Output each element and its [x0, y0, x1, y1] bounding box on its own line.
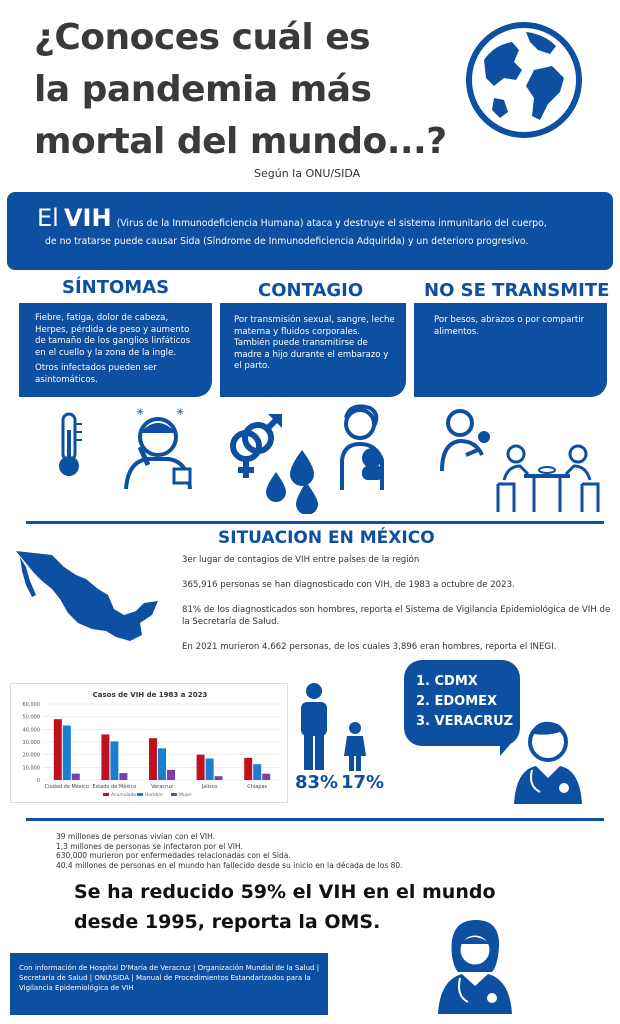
chart-bar-acumulado	[244, 758, 252, 780]
chart-title: Casos de VIH de 1983 a 2023	[92, 691, 208, 699]
chart-y-tick: 50,000	[22, 714, 40, 721]
ranking-bubble	[404, 660, 520, 746]
shared-meal-icon	[494, 440, 604, 514]
contagio-box	[220, 303, 406, 397]
ranking-item-3: 3. VERACRUZ	[416, 714, 514, 729]
chart-bar-mujer	[167, 770, 175, 780]
headline-line-2: desde 1995, reporta la OMS.	[74, 911, 381, 933]
chart-legend-label: Mujer	[179, 793, 192, 798]
female-doctor-icon	[434, 916, 516, 1016]
chart-bar-acumulado	[54, 719, 62, 780]
chart-bar-mujer	[215, 776, 223, 780]
chart-y-tick: 30,000	[22, 740, 40, 746]
chart-bar-mujer	[262, 774, 270, 780]
world-stat-1: 39 millones de personas vivían con el VIH.	[56, 832, 216, 841]
source-label: Según la ONU/SIDA	[254, 167, 361, 180]
chart-bar-hombre	[206, 758, 214, 780]
divider-1	[26, 521, 604, 524]
mexico-p4: En 2021 murieron 4,662 personas, de los cuales 3,896 eran hombres, reporta el INEGI.	[182, 642, 557, 652]
ranking-item-2: 2. EDOMEX	[416, 694, 498, 709]
male-doctor-icon	[510, 716, 586, 806]
svg-text:✳: ✳	[176, 407, 185, 418]
headline-line-1: Se ha reducido 59% el VIH en el mundo	[74, 881, 496, 903]
world-headline	[74, 877, 594, 937]
hug-icon	[436, 405, 496, 475]
cases-chart	[10, 683, 288, 803]
chart-y-tick: 10,000	[22, 765, 40, 772]
no-transmite-box	[414, 303, 607, 397]
sintomas-heading: SÍNTOMAS	[62, 277, 170, 298]
women-percent: 17%	[341, 772, 385, 793]
intro-el: El	[37, 204, 59, 232]
chart-svg	[11, 684, 289, 804]
chart-category-label: Estado de México	[92, 784, 137, 790]
chart-legend-swatch	[137, 793, 143, 796]
chart-legend-swatch	[103, 793, 109, 796]
world-stat-2: 1,3 millones de personas se infectaron por el VIH.	[56, 841, 243, 851]
woman-figure-icon	[342, 722, 368, 772]
men-percent: 83%	[295, 772, 339, 793]
mexico-p2: 365,916 personas se han diagnosticado con VIH, de 1983 a octubre de 2023.	[182, 580, 515, 590]
intro-line-1: (Virus de la Inmunodeficiencia Humana) ataca y destruye el sistema inmunitario del cuerpo,	[116, 218, 547, 229]
chart-bar-acumulado	[197, 755, 205, 780]
chart-bar-acumulado	[149, 738, 157, 780]
mexico-p1: 3er lugar de contagios de VIH entre países de la región	[182, 555, 420, 565]
sick-person-icon	[118, 403, 208, 493]
chart-y-tick: 0	[36, 778, 40, 784]
svg-text:✳: ✳	[136, 407, 145, 418]
chart-bar-hombre	[63, 726, 71, 780]
mexico-map-icon	[12, 545, 162, 645]
intro-box	[7, 192, 613, 270]
chart-y-tick: 40,000	[22, 727, 40, 734]
world-stats	[56, 832, 576, 870]
chart-y-tick: 20,000	[22, 752, 40, 759]
chart-legend-swatch	[171, 793, 177, 796]
globe-icon	[464, 20, 584, 140]
divider-2	[26, 818, 604, 821]
footer-box	[10, 953, 328, 1015]
chart-bar-hombre	[110, 741, 118, 780]
contagio-text: Por transmisión sexual, sangre, leche materna y fluidos corporales. También puede transmitirse de madre a hijo durante el embarazo y el parto.	[234, 315, 395, 371]
no-transmite-heading: NO SE TRANSMITE	[424, 280, 610, 301]
chart-category-label: Veracruz	[151, 784, 173, 790]
sintomas-text-1: Fiebre, fatiga, dolor de cabeza, Herpes, pérdida de peso y aumento de tamaño de los ganglios linfáticos en el cuello y la zona de la ingle.	[35, 313, 191, 358]
no-transmite-text: Por besos, abrazos o por compartir alimentos.	[434, 315, 585, 337]
chart-bar-mujer	[119, 773, 127, 780]
chart-legend-label: Hombre	[145, 793, 163, 798]
chart-legend-label: Acumulado	[111, 793, 137, 798]
sintomas-text-2: Otros infectados pueden ser asintomáticos.	[35, 363, 157, 385]
chart-category-label: Ciudad de México	[44, 784, 89, 790]
thermometer-icon	[52, 410, 86, 480]
mexico-heading: SITUACION EN MÉXICO	[218, 528, 435, 548]
title-line-1: ¿Conoces cuál es	[34, 17, 371, 58]
chart-category-label: Chiapas	[247, 784, 268, 790]
ranking-item-1: 1. CDMX	[416, 674, 478, 689]
footer-text: Con información de Hospital D'María de Veracruz | Organización Mundial de la Salud | Secretaría de Salud | ONU\SIDA | Manual de Procedimientos Estandarizados para la Vigilancia Epidemiológica de VIH	[19, 964, 320, 992]
chart-bar-mujer	[72, 774, 80, 780]
title-line-2: la pandemia más	[34, 69, 372, 110]
world-stat-4: 40.4 millones de personas en el mundo han fallecido desde su inicio en la década de los 80.	[56, 860, 403, 870]
mother-child-icon	[330, 400, 400, 495]
contagio-heading: CONTAGIO	[258, 280, 364, 301]
page-title	[34, 12, 464, 168]
intro-line-2: de no tratarse puede causar Sida (Síndrome de Inmunodeficiencia Adquirida) y un deterioro progresivo.	[45, 236, 529, 247]
chart-y-tick: 60,000	[22, 702, 40, 708]
chart-bar-hombre	[158, 748, 166, 780]
title-line-3: mortal del mundo...?	[34, 121, 447, 162]
world-stat-3: 630,000 murieron por enfermedades relacionadas con el Sida.	[56, 851, 291, 860]
intro-vih: VIH	[63, 204, 112, 232]
chart-bar-acumulado	[101, 734, 109, 780]
man-figure-icon	[296, 682, 332, 772]
sintomas-box	[19, 303, 212, 397]
chart-bar-hombre	[253, 764, 261, 780]
blood-drops-icon	[262, 448, 326, 514]
mexico-text	[182, 554, 612, 653]
chart-category-label: Jalisco	[201, 784, 218, 790]
mexico-p3: 81% de los diagnosticados son hombres, reporta el Sistema de Vigilancia Epidemiológica de VIH de la Secretaría de Salud.	[182, 605, 611, 627]
